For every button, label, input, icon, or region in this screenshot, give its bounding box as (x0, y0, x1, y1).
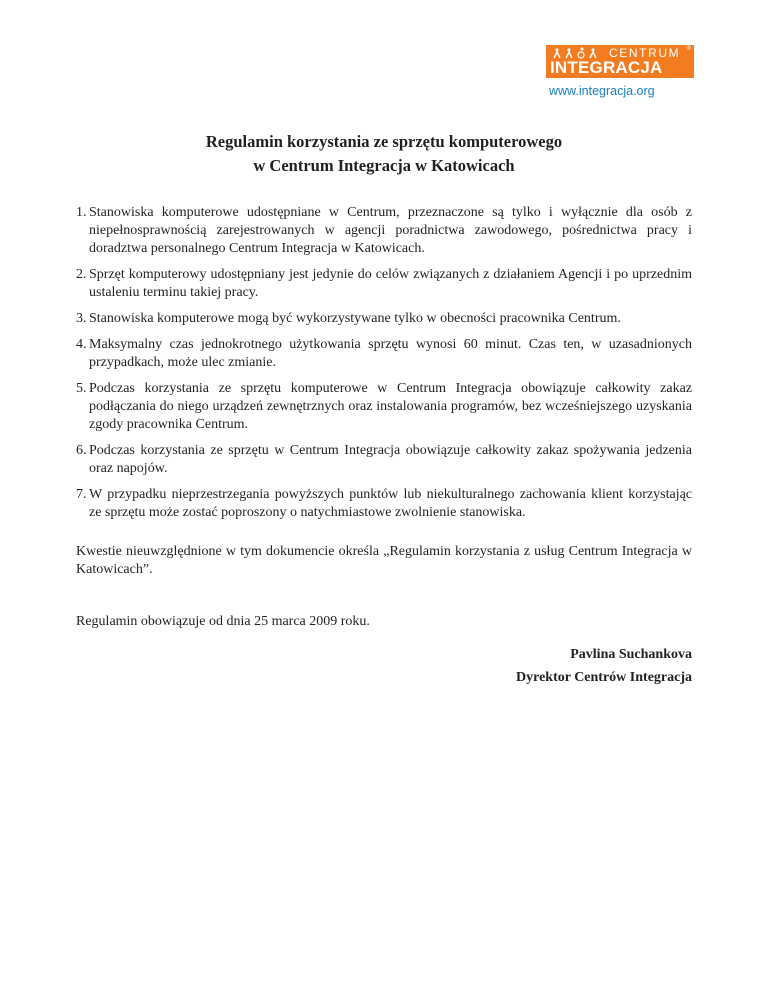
rule-item (76, 380, 692, 434)
website-url: www.integracja.org (549, 84, 655, 98)
logo-integracja-text: INTEGRACJA (550, 58, 663, 77)
rule-text: Podczas korzystania ze sprzętu komputerowe w Centrum Integracja obowiązuje całkowity zakaz podłączania do niego urządzeń zewnętrznych oraz instalowania programów, bez wcześniejszego uzyskania zgody pracownika Centrum. (89, 381, 692, 432)
logo-registered-mark: ® (686, 46, 691, 52)
rule-number: 3. (76, 311, 87, 326)
title-line-2: w Centrum Integracja w Katowicach (253, 156, 515, 175)
rule-item (76, 266, 692, 302)
rule-number: 6. (76, 443, 87, 458)
rule-item (76, 310, 692, 328)
rule-number: 4. (76, 337, 87, 352)
rule-text: Maksymalny czas jednokrotnego użytkowania sprzętu wynosi 60 minut. Czas ten, w uzasadnionych przypadkach, może ulec zmianie. (89, 337, 692, 370)
rule-number: 7. (76, 487, 87, 502)
logo-badge (546, 45, 694, 78)
rule-item (76, 336, 692, 372)
rule-item (76, 442, 692, 478)
title-line-1: Regulamin korzystania ze sprzętu komputerowego (205, 132, 563, 151)
rules-list (76, 204, 692, 530)
rule-text: W przypadku nieprzestrzegania powyższych punktów lub niekulturalnego zachowania klient korzystając ze sprzętu może zostać poproszony o natychmiastowe zwolnienie stanowiska. (89, 487, 692, 520)
rule-text: Podczas korzystania ze sprzętu w Centrum Integracja obowiązuje całkowity zakaz spożywania jedzenia oraz napojów. (89, 443, 692, 476)
note-paragraph: Kwestie nieuwzględnione w tym dokumencie określa „Regulamin korzystania z usług Centrum Integracja w Katowicach”. (76, 544, 692, 577)
rule-text: Stanowiska komputerowe udostępniane w Centrum, przeznaczone są tylko i wyłącznie dla osób z niepełnosprawnością zarejestrowanych w agencji poradnictwa zawodowego, pośrednictwa pracy i doradztwa personalnego Centrum Integracja w Katowicach. (89, 205, 692, 256)
rule-text: Stanowiska komputerowe mogą być wykorzystywane tylko w obecności pracownika Centrum. (89, 311, 621, 326)
rule-number: 2. (76, 267, 87, 282)
rule-number: 1. (76, 205, 87, 220)
document-title (0, 130, 768, 178)
rule-item (76, 204, 692, 258)
logo-centrum-text: CENTRUM (609, 46, 681, 60)
rule-number: 5. (76, 381, 87, 396)
rule-text: Sprzęt komputerowy udostępniany jest jedynie do celów związanych z działaniem Agencji i po uprzednim ustaleniu terminu takiej pracy. (89, 267, 692, 300)
signatory-role: Dyrektor Centrów Integracja (516, 670, 692, 685)
effective-date: Regulamin obowiązuje od dnia 25 marca 2009 roku. (76, 614, 370, 629)
company-logo (546, 45, 694, 99)
rule-item (76, 486, 692, 522)
signatory-name: Pavlina Suchankova (570, 647, 692, 662)
